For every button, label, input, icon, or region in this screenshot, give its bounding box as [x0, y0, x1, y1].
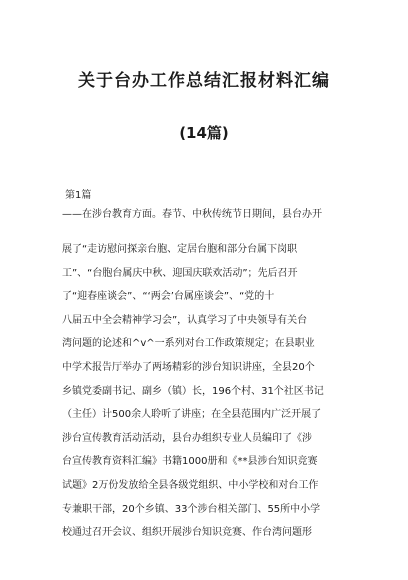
- body-line: 展了“走访慰问探亲台胞、定居台胞和部分台属下岗职: [62, 244, 298, 255]
- body-line: 中学术报告厅举办了两场精彩的涉台知识讲座，全县20个: [62, 361, 315, 373]
- body-line: 涉台宣传教育活动活动，县台办组织专业人员编印了《涉: [62, 432, 312, 444]
- body-line: 乡镇党委副书记、副乡（镇）长，196个村、31个社区书记: [62, 385, 324, 397]
- body-line: 台宣传教育资料汇编》书籍1000册和《**县涉台知识竞赛: [62, 456, 318, 468]
- body-line: 试题》2万份发放给全县各级党组织、中小学校和对台工作: [62, 479, 319, 491]
- body-line: 湾问题的论述和^v^一系列对台工作政策规定；在县职业: [62, 338, 315, 350]
- body-text: [62, 206, 352, 545]
- body-line: （主任）计500余人聆听了讲座；在全县范围内广泛开展了: [62, 409, 322, 421]
- section-label: 第1篇: [65, 190, 92, 201]
- body-line: ——在涉台教育方面。春节、中秋传统节日期间，县台办开: [62, 209, 322, 220]
- body-line: 校通过召开会议、组织开展涉台知识竞赛、作台湾问题形: [62, 527, 312, 539]
- document-title: 关于台办工作总结汇报材料汇编: [78, 71, 330, 91]
- body-line: 了“迎春座谈会”、“‘两会’台属座谈会”、“党的十: [62, 291, 275, 303]
- body-line: 专兼职干部，20个乡镇、33个涉台相关部门、55所中小学: [62, 503, 321, 515]
- body-line: 八届五中全会精神学习会”，认真学习了中央领导有关台: [62, 314, 308, 326]
- body-line: 工”、“台胞台属庆中秋、迎国庆联欢活动”；先后召开: [62, 267, 298, 279]
- document-subtitle: (14篇): [179, 124, 229, 142]
